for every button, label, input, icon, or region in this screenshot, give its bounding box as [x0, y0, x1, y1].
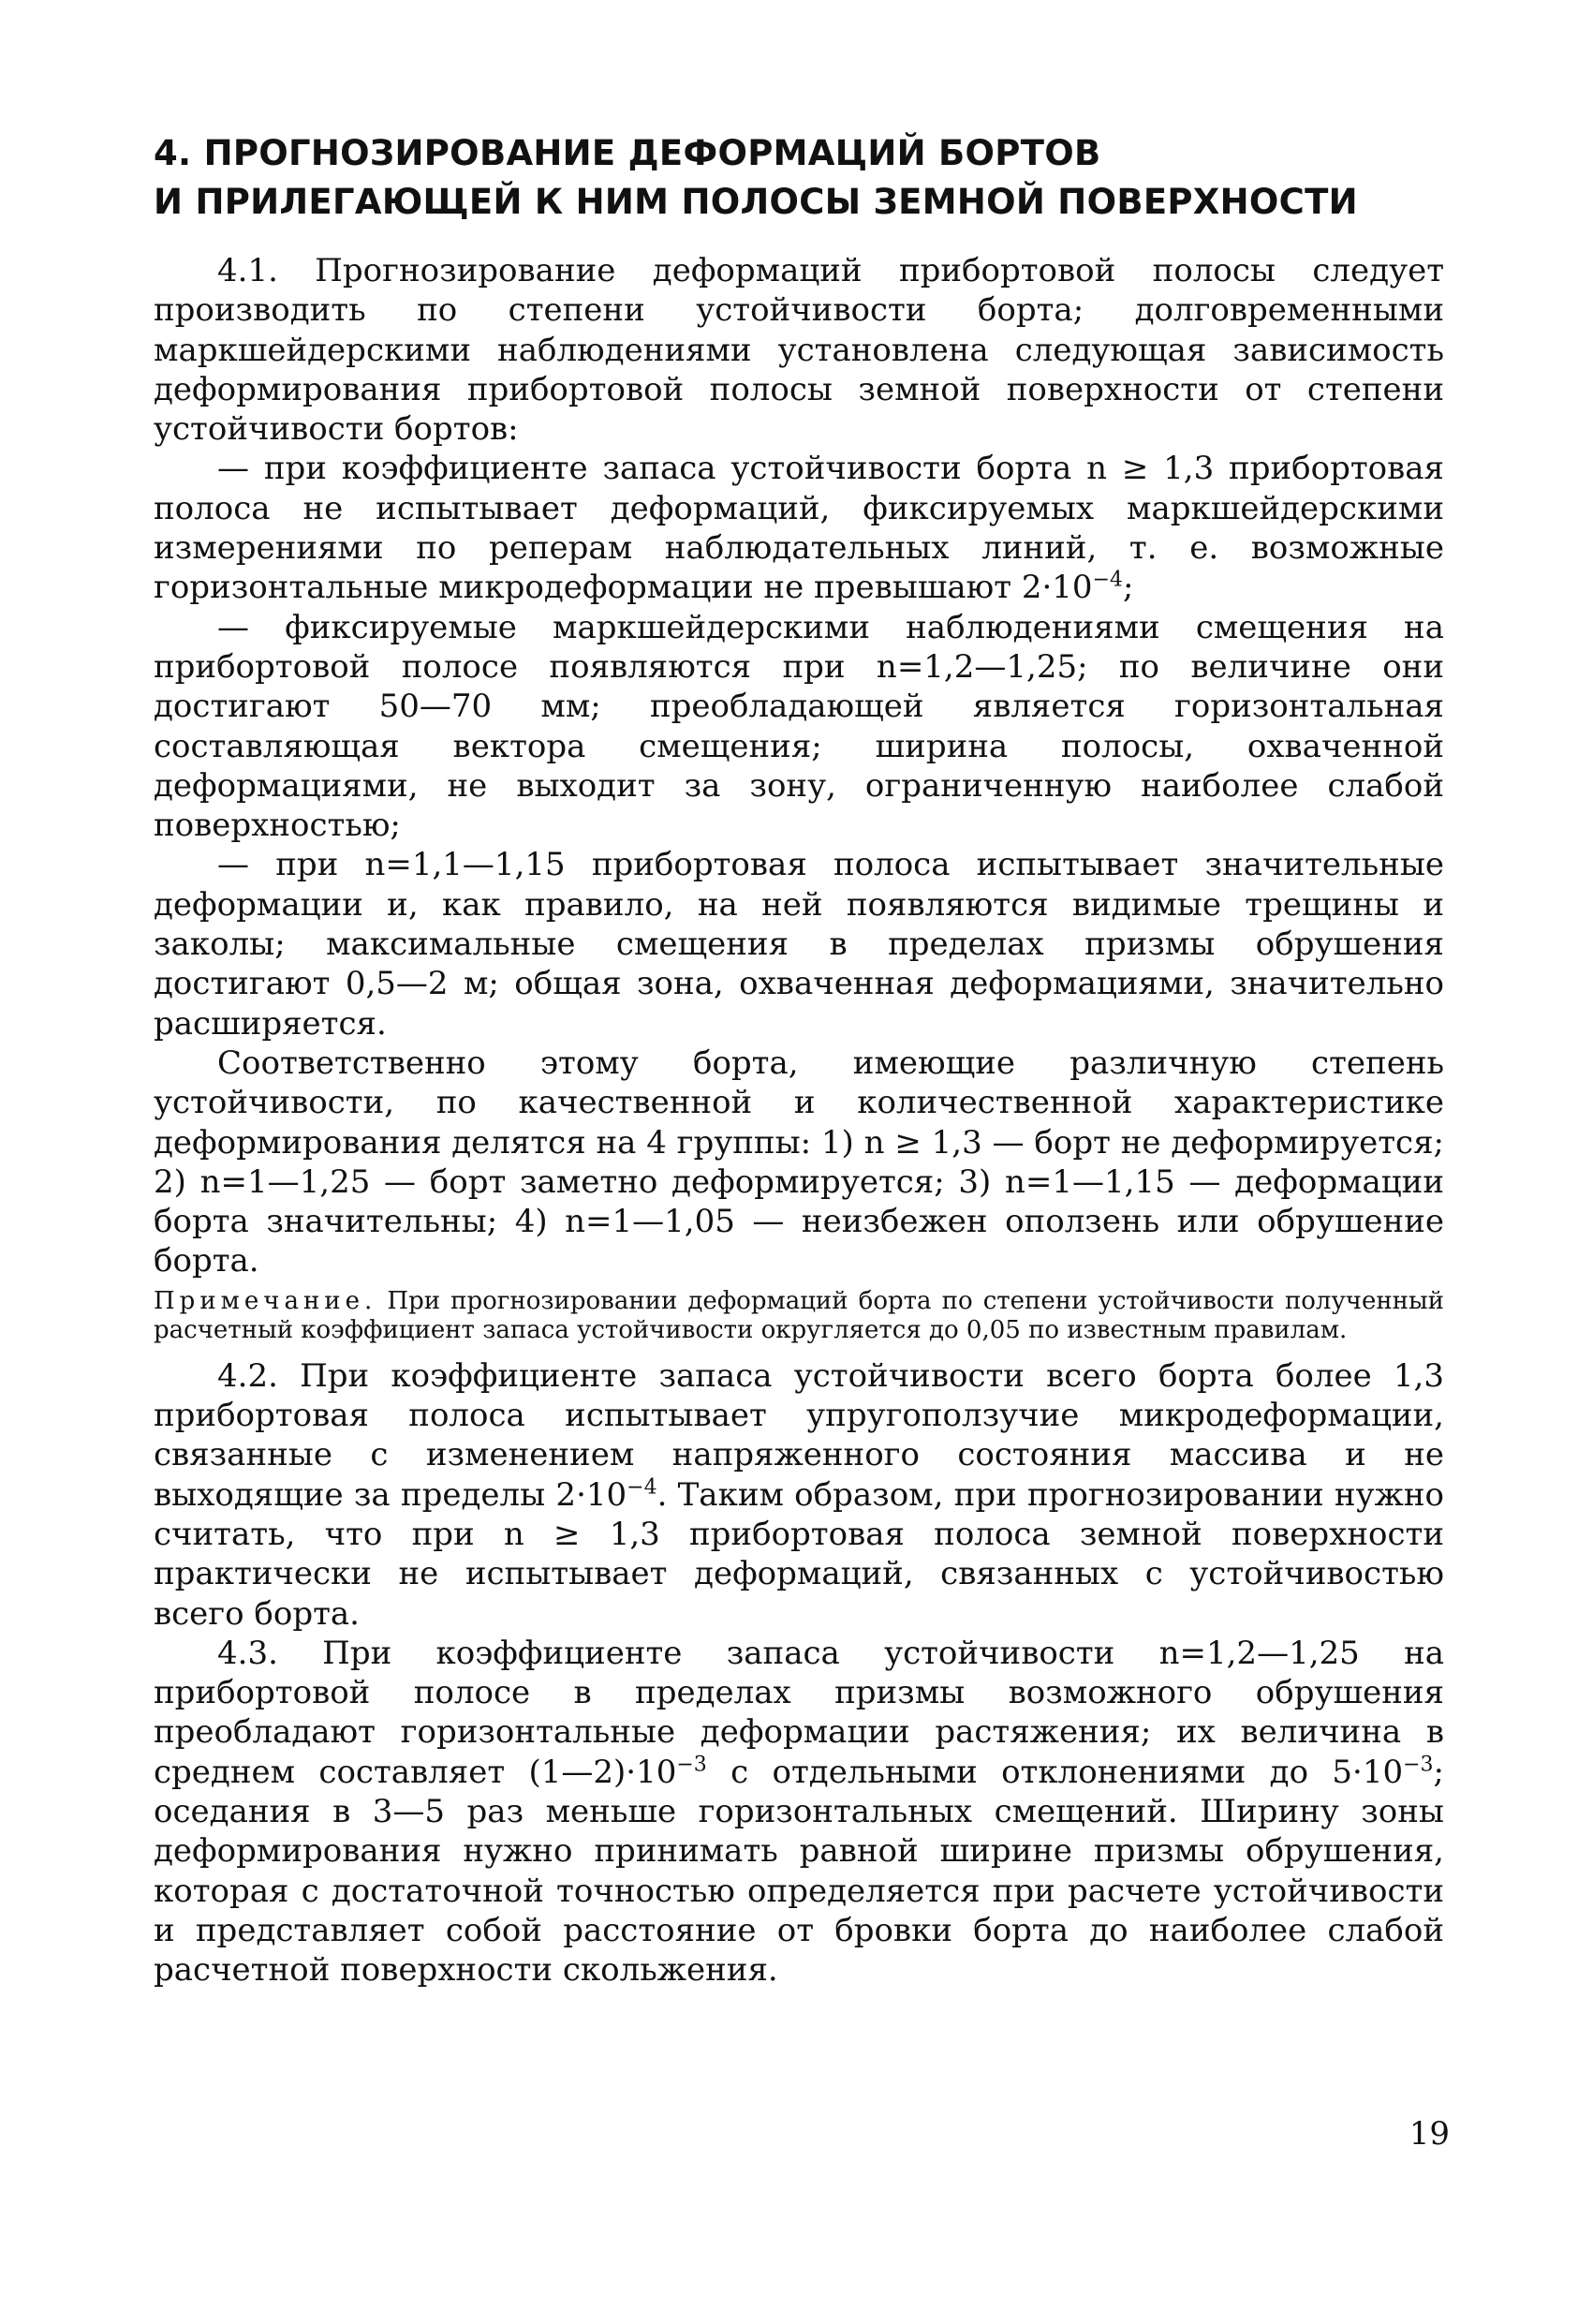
list-item-dash-2: — фиксируемые маркшейдерскими наблюдениями смещения на прибортовой полосе появляются при n=1,2—1,25; по величине они достигают 50—70 мм; преобладающей является горизонтальная составляющая вектора смещения; ширина полосы, охваченной деформациями, не выходит за зону, ограниченную наиболее слабой поверхностью;	[154, 608, 1444, 845]
paragraph-4-2	[154, 1356, 1444, 1634]
body-text	[154, 251, 1444, 1990]
p4-3-exponent-1: −3	[676, 1753, 707, 1777]
page-number: 19	[1409, 2115, 1450, 2153]
list-item-dash-3: — при n=1,1—1,15 прибортовая полоса испытывает значительные деформации и, как правило, на ней появляются видимые трещины и заколы; максимальные смещения в пределах призмы обрушения достигают 0,5—2 м; общая зона, охваченная деформациями, значительно расширяется.	[154, 846, 1444, 1043]
p4-2-text-b: . Таким образом, при прогнозировании нужно считать, что при n ≥ 1,3 прибортовая полоса земной поверхности практически не испытывает деформаций, связанных с устойчивостью всего борта.	[154, 1475, 1444, 1633]
p4-3-text-c: ; оседания в 3—5 раз меньше горизонтальных смещений. Ширину зоны деформирования нужно принимать равной ширине призмы обрушения, которая с достаточной точностью определяется при расчете устойчивости и представляет собой расстояние от бровки борта до наиболее слабой расчетной поверхности скольжения.	[154, 1753, 1444, 1990]
p4-3-exponent-2: −3	[1403, 1753, 1434, 1777]
p4-2-exponent: −4	[627, 1475, 657, 1500]
section-heading	[154, 129, 1465, 227]
note-text: При прогнозировании деформаций борта по степени устойчивости полученный расчетный коэффициент запаса устойчивости округляется до 0,05 по известным правилам.	[154, 1286, 1445, 1344]
paragraph-groups: Соответственно этому борта, имеющие различную степень устойчивости, по качественной и количественной характеристике деформирования делятся на 4 группы: 1) n ≥ 1,3 — борт не деформируется; 2) n=1—1,25 — борт заметно деформируется; 3) n=1—1,15 — деформации борта значительны; 4) n=1—1,05 — неизбежен оползень или обрушение борта.	[154, 1044, 1444, 1280]
list-item-dash-1	[154, 449, 1444, 607]
paragraph-4-1: 4.1. Прогнозирование деформаций прибортовой полосы следует производить по степени устойчивости борта; долговременными маркшейдерскими наблюдениями установлена следующая зависимость деформирования прибортовой полосы земной поверхности от степени устойчивости бортов:	[154, 252, 1444, 449]
p4-3-text-a: 4.3. При коэффициенте запаса устойчивости n=1,2—1,25 на прибортовой полосе в пределах призмы возможного обрушения преобладают горизонтальные деформации растяжения; их величина в среднем составляет (1—2)·10	[154, 1634, 1444, 1791]
note-label: Примечание.	[154, 1286, 377, 1315]
dash1-text: — при коэффициенте запаса устойчивости борта n ≥ 1,3 прибортовая полоса не испытывает деформаций, фиксируемых маркшейдерскими измерениями по реперам наблюдательных линий, т. е. возможные горизонтальные микродеформации не превышают 2·10	[154, 450, 1444, 607]
dash1-end: ;	[1123, 569, 1134, 607]
heading-line-1: 4. ПРОГНОЗИРОВАНИЕ ДЕФОРМАЦИЙ БОРТОВ	[154, 133, 1101, 173]
p4-2-text-a: 4.2. При коэффициенте запаса устойчивости всего борта более 1,3 прибортовая полоса испытывает упругоползучие микродеформации, связанные с изменением напряженного состояния массива и не выходящие за пределы 2·10	[154, 1356, 1444, 1514]
dash1-exponent: −4	[1092, 569, 1124, 593]
p4-3-text-b: с отдельными отклонениями до 5·10	[706, 1753, 1404, 1791]
paragraph-4-3	[154, 1634, 1444, 1991]
note-block	[154, 1287, 1444, 1345]
heading-line-2: И ПРИЛЕГАЮЩЕЙ К НИМ ПОЛОСЫ ЗЕМНОЙ ПОВЕРХНОСТИ	[154, 182, 1358, 222]
